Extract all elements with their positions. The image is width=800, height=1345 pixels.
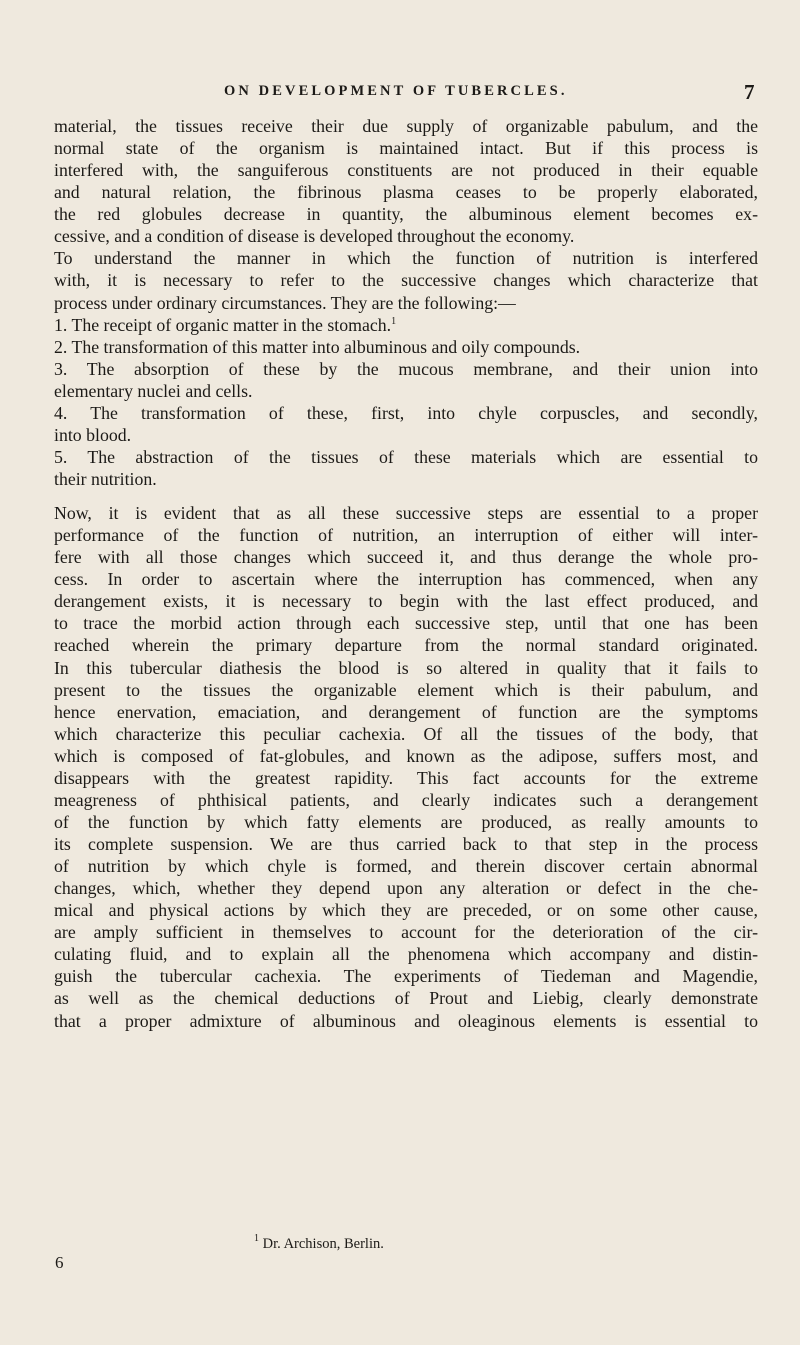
text-line: which is composed of fat-globules, and known as the adipose, suffers most, and	[54, 745, 758, 766]
running-title: ON DEVELOPMENT OF TUBERCLES.	[224, 83, 568, 99]
footnote	[254, 1233, 384, 1253]
text-line: hence enervation, emaciation, and derangement of function are the symptoms	[54, 701, 758, 722]
text-line: meagreness of phthisical patients, and clearly indicates such a derangement	[54, 789, 758, 810]
text-line: its complete suspension. We are thus carried back to that step in the process	[54, 834, 758, 854]
running-head	[0, 80, 800, 107]
text-line: which characterize this peculiar cachexia. Of all the tissues of the body, that	[54, 723, 758, 744]
text-line: and natural relation, the fibrinous plasma ceases to be properly elaborated,	[54, 182, 758, 203]
text-line: fere with all those changes which succeed it, and thus derange the whole pro-	[54, 547, 758, 568]
text-line: as well as the chemical deductions of Prout and Liebig, clearly demonstrate	[54, 988, 758, 1009]
text-line: interfered with, the sanguiferous constituents are not produced in their equable	[54, 160, 758, 181]
text-line: that a proper admixture of albuminous and oleaginous elements is essential to	[54, 1010, 758, 1031]
text-line: To understand the manner in which the function of nutrition is interfered	[54, 248, 758, 269]
text-line: process under ordinary circumstances. They are the following:—	[54, 292, 516, 313]
footnote-marker: 1	[254, 1233, 259, 1244]
list-item-text: 1. The receipt of organic matter in the stomach.	[54, 314, 392, 335]
text-line: changes, which, whether they depend upon any alteration or defect in the che-	[54, 878, 758, 899]
list-item-line: their nutrition.	[54, 469, 157, 489]
text-line: are amply sufficient in themselves to account for the deterioration of the cir-	[54, 922, 758, 943]
footnote-marker: 1	[391, 315, 397, 327]
list-item-line: 5. The abstraction of the tissues of these materials which are essential to	[54, 446, 758, 467]
text-line: performance of the function of nutrition, an interruption of either will inter-	[54, 525, 758, 546]
text-line: of the function by which fatty elements are produced, as really amounts to	[54, 811, 758, 832]
text-line: the red globules decrease in quantity, the albuminous element becomes ex-	[54, 204, 758, 225]
text-line: Now, it is evident that as all these successive steps are essential to a proper	[54, 503, 758, 524]
list-item-line: into blood.	[54, 424, 132, 445]
list-item-line: 4. The transformation of these, first, into chyle corpuscles, and secondly,	[54, 402, 758, 423]
list-item-line: elementary nuclei and cells.	[54, 380, 253, 401]
footnote-text: Dr. Archison, Berlin.	[262, 1236, 384, 1252]
text-line: derangement exists, it is necessary to begin with the last effect produced, and	[54, 591, 758, 612]
list-item-line: 3. The absorption of these by the mucous membrane, and their union into	[54, 358, 758, 379]
list-item-line	[54, 314, 758, 336]
text-line: guish the tubercular cachexia. The experiments of Tiedeman and Magendie,	[54, 966, 758, 987]
page-number: 7	[744, 80, 755, 104]
text-line: to trace the morbid action through each successive step, until that one has been	[54, 613, 758, 634]
text-line: normal state of the organism is maintained intact. But if this process is	[54, 138, 758, 159]
body-text	[54, 115, 758, 1032]
list-item-line: 2. The transformation of this matter into albuminous and oily compounds.	[54, 336, 581, 357]
text-line: mical and physical actions by which they are preceded, or on some other cause,	[54, 900, 758, 921]
text-line: with, it is necessary to refer to the successive changes which characterize that	[54, 270, 758, 291]
text-line: reached wherein the primary departure from the normal standard originated.	[54, 635, 758, 656]
text-line: of nutrition by which chyle is formed, and therein discover certain abnormal	[54, 856, 758, 877]
paragraph-gap	[54, 490, 758, 502]
signature-mark: 6	[55, 1253, 64, 1272]
text-line: material, the tissues receive their due supply of organizable pabulum, and the	[54, 116, 758, 136]
text-line: cessive, and a condition of disease is developed throughout the economy.	[54, 226, 575, 247]
text-line: In this tubercular diathesis the blood is so altered in quality that it fails to	[54, 657, 758, 678]
text-line: cess. In order to ascertain where the interruption has commenced, when any	[54, 569, 758, 590]
text-line: disappears with the greatest rapidity. This fact accounts for the extreme	[54, 767, 758, 788]
text-line: culating fluid, and to explain all the phenomena which accompany and distin-	[54, 944, 758, 965]
text-line: present to the tissues the organizable element which is their pabulum, and	[54, 679, 758, 700]
